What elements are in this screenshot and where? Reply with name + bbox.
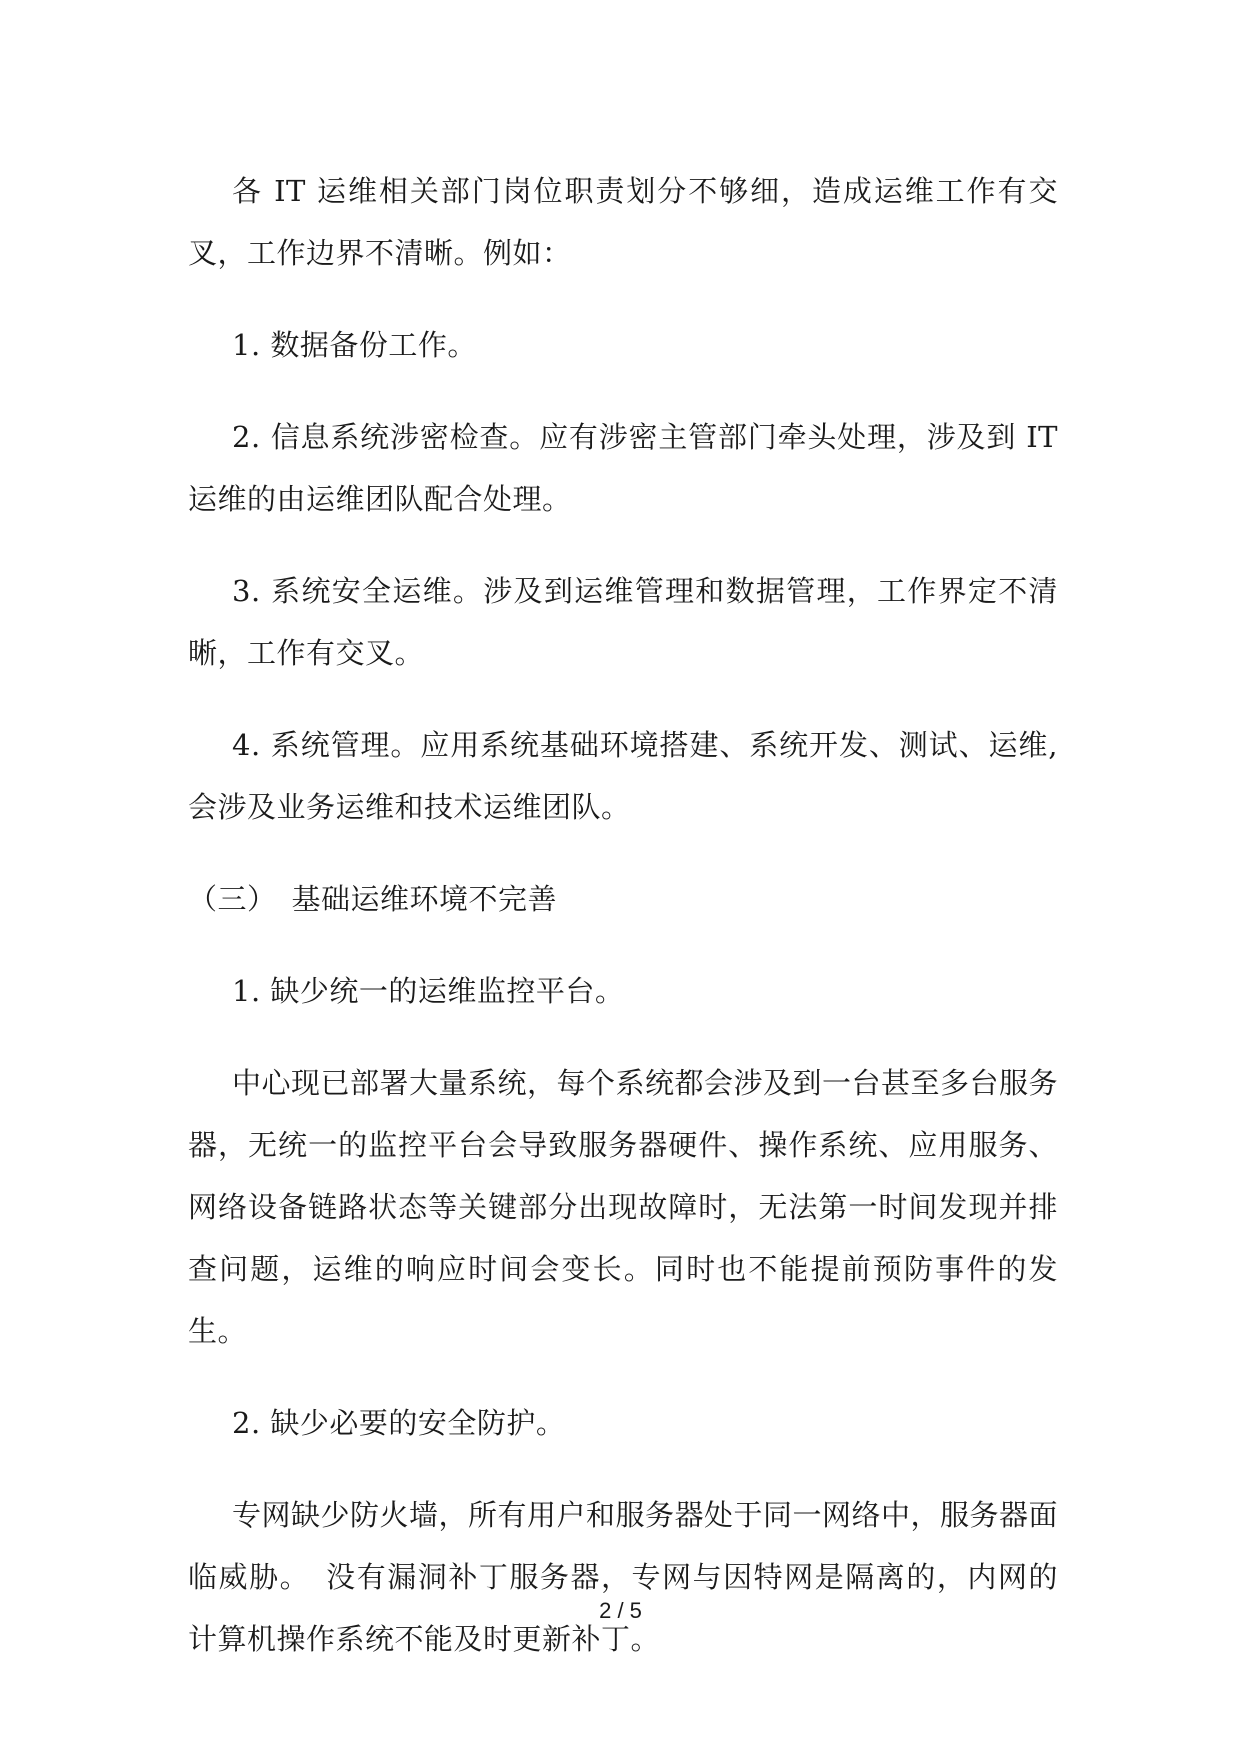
list-item-security-protection: 2. 缺少必要的安全防护。 [232, 1406, 566, 1440]
list-item-data-backup: 1. 数据备份工作。 [232, 328, 477, 362]
document-body [188, 160, 1058, 1700]
list-item-monitoring-platform: 1. 缺少统一的运维监控平台。 [232, 974, 625, 1008]
page-number: 2 / 5 [599, 1598, 642, 1623]
paragraph-responsibility-overlap: 各 IT 运维相关部门岗位职责划分不够细，造成运维工作有交叉，工作边界不清晰。例如： [188, 174, 1058, 270]
section-heading-ops-environment: （三） 基础运维环境不完善 [188, 882, 558, 916]
list-item-confidentiality-check: 2. 信息系统涉密检查。应有涉密主管部门牵头处理，涉及到 IT 运维的由运维团队配合处理。 [188, 420, 1058, 516]
list-item-security-ops: 3. 系统安全运维。涉及到运维管理和数据管理，工作界定不清晰，工作有交叉。 [188, 574, 1058, 670]
list-item-system-management: 4. 系统管理。应用系统基础环境搭建、系统开发、测试、运维, 会涉及业务运维和技术运维团队。 [188, 728, 1058, 824]
paragraph-monitoring-detail: 中心现已部署大量系统，每个系统都会涉及到一台甚至多台服务器，无统一的监控平台会导致服务器硬件、操作系统、应用服务、网络设备链路状态等关键部分出现故障时，无法第一时间发现并排查问题，运维的响应时间会变长。同时也不能提前预防事件的发生。 [188, 1066, 1059, 1348]
paragraph-security-detail: 专网缺少防火墙，所有用户和服务器处于同一网络中，服务器面临威胁。 没有漏洞补丁服务器，专网与因特网是隔离的，内网的计算机操作系统不能及时更新补丁。 [188, 1498, 1059, 1656]
